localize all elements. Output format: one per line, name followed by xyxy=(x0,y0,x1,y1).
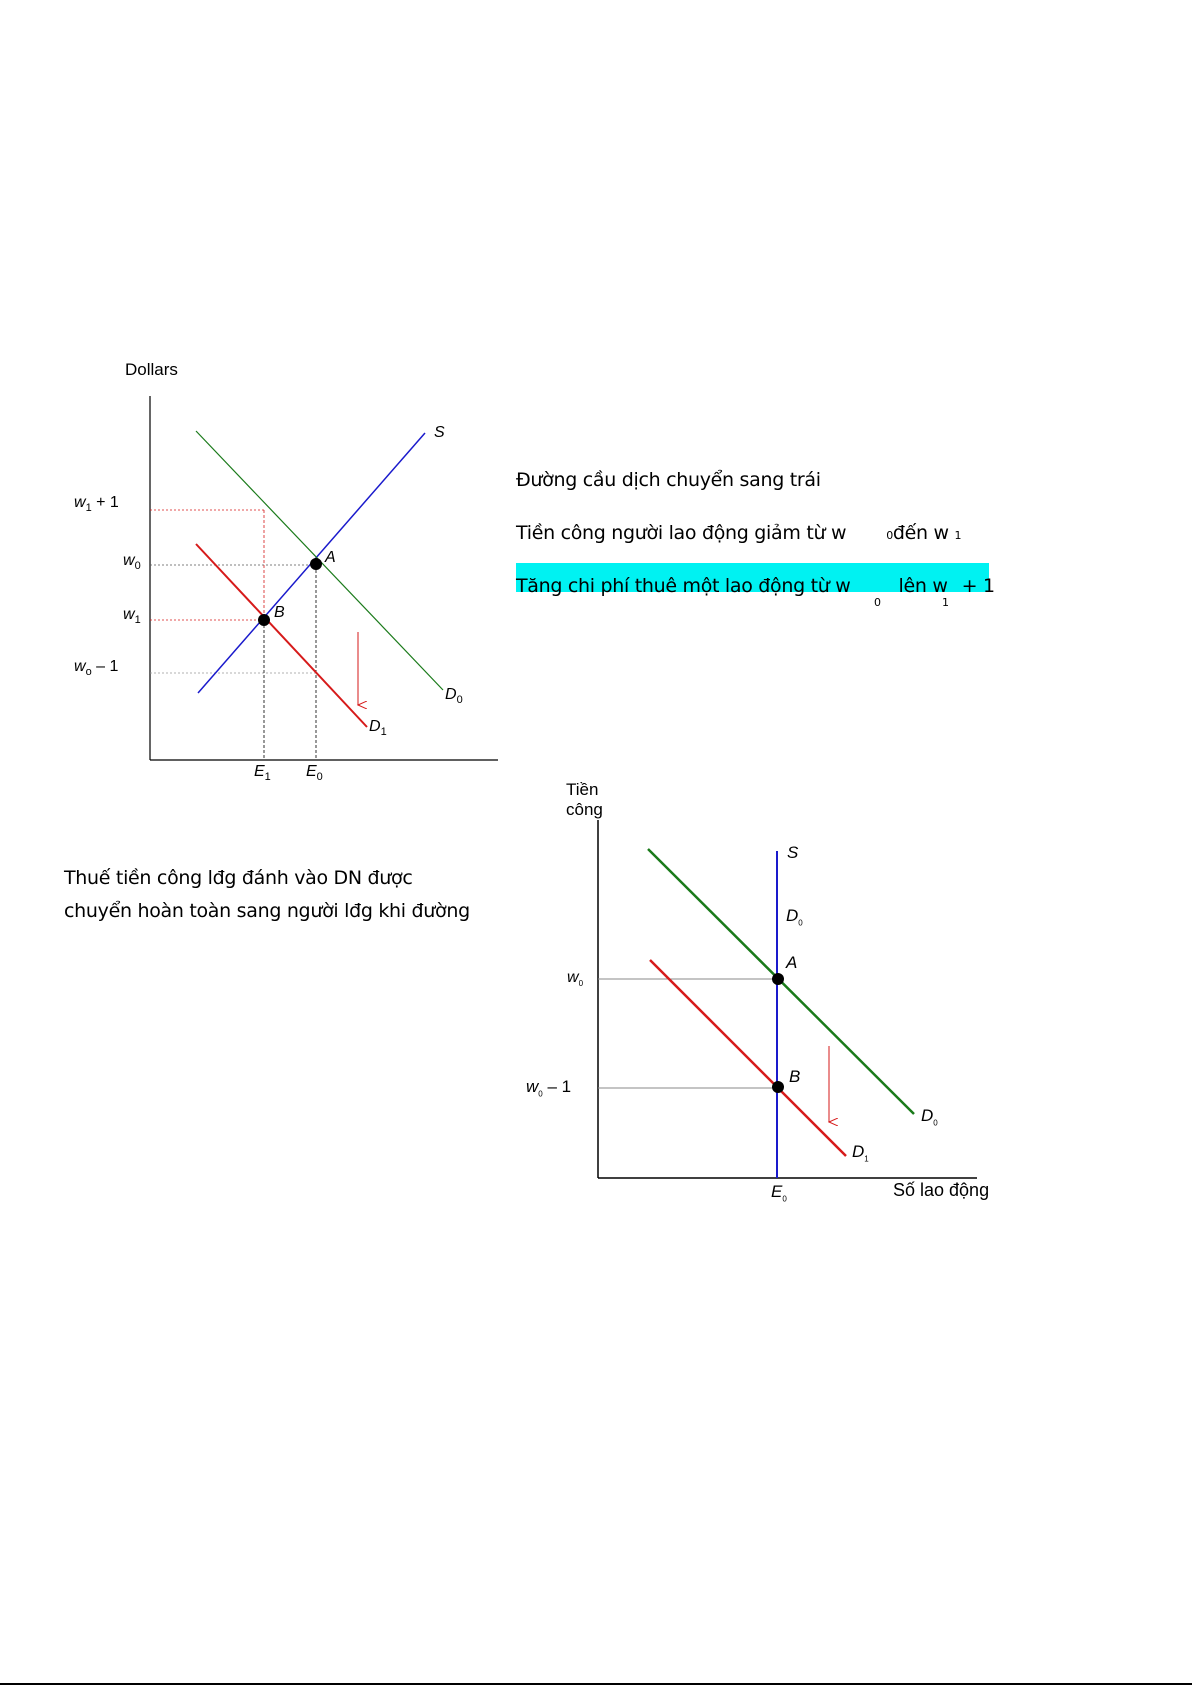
chart-2-label-d1: $D_1$ xyxy=(852,1142,869,1164)
chart-1-label-s: S xyxy=(434,424,445,441)
chart-1-label-a: A xyxy=(325,549,336,566)
note-line-3-sub0: 0 xyxy=(874,596,881,609)
chart-1-label-d1: $D_1$ xyxy=(369,718,387,739)
note-bottom-line-1: Thuế tiền công lđg đánh vào DN được xyxy=(64,867,413,889)
chart-1-tick-w0minus1: $w_o - 1$ xyxy=(74,658,119,679)
chart-2-tick-e0: $E_0$ xyxy=(771,1182,787,1204)
chart-2-y-axis-label-1: Tiền xyxy=(566,780,599,799)
chart-1-tick-w1: $w_1$ xyxy=(123,606,141,627)
chart-2-x-axis-label: Số lao động xyxy=(893,1180,990,1200)
chart-2-tick-w0minus1: $w_0 - 1$ xyxy=(526,1077,572,1099)
chart-1-label-d0: $D_0$ xyxy=(445,686,463,707)
chart-2-label-d0: $D_0$ xyxy=(921,1106,938,1128)
chart-1-tick-w0: $w_0$ xyxy=(123,552,141,573)
chart-2-label-d0-top: $D_0$ xyxy=(786,906,803,928)
chart-2-point-a xyxy=(772,973,784,985)
note-line-3: Tăng chi phí thuê một lao động từ w lên w + 1 xyxy=(516,575,995,597)
chart-2-y-axis-label-2: công xyxy=(566,800,603,819)
chart-2-label-b: B xyxy=(789,1067,801,1086)
chart-1-tick-e1: $E_1$ xyxy=(254,763,271,784)
note-line-3-sub1: 1 xyxy=(942,596,949,609)
chart-2-point-b xyxy=(772,1081,784,1093)
note-line-1: Đường cầu dịch chuyển sang trái xyxy=(516,469,821,491)
chart-2-label-a: A xyxy=(786,953,798,972)
chart-2-label-s: S xyxy=(787,843,799,862)
chart-2-tick-w0: $w_0$ xyxy=(567,969,584,989)
note-bottom-line-2: chuyển hoàn toàn sang người lđg khi đường xyxy=(64,900,470,922)
chart-1-tick-e0: $E_0$ xyxy=(306,763,323,784)
chart-1-y-axis-label: Dollars xyxy=(125,360,178,379)
note-line-2: Tiền công người lao động giảm từ w 0đến w 1 xyxy=(516,522,962,544)
chart-2-demand-d1 xyxy=(650,960,846,1156)
chart-1-tick-w1plus1: $w_1 + 1$ xyxy=(74,494,119,515)
chart-1-label-b: B xyxy=(274,604,285,621)
